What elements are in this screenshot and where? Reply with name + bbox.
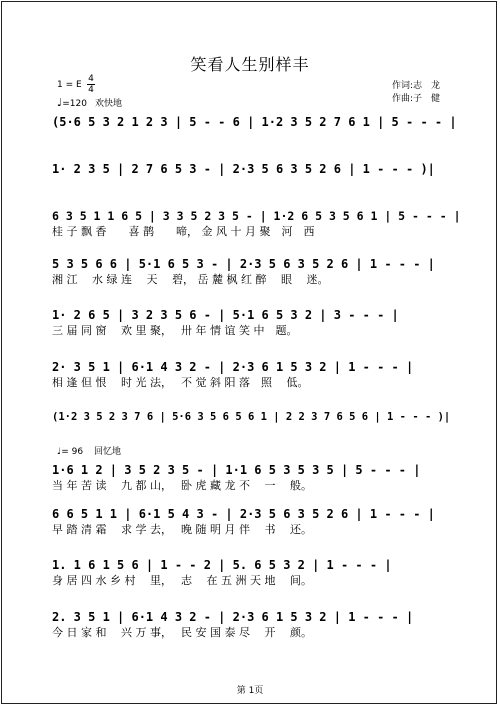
notation: 5 3 5 6 6 | 5·1 6 5 3 - | 2·3 5 6 3 5 2 6 | 1 - - - | <box>52 257 435 271</box>
mood-marking: 回忆地 <box>93 447 121 457</box>
quarter-note-icon: ♩ <box>57 96 63 109</box>
score-row-7 <box>52 407 464 427</box>
notation: 6 3 5 1 1 6 5 | 3 3 5 2 3 5 - | 1·2 6 5 3 5 6 1 | 5 - - - | <box>52 209 461 223</box>
score-row-4 <box>52 254 464 286</box>
lyrics: 早 踏 清 霜 求 学 去， 晚 随 明 月 伴 书 还。 <box>52 523 312 536</box>
score-row-8 <box>52 460 464 492</box>
notation: 1·6 1 2 | 3 5 2 3 5 - | 1·1 6 5 3 5 3 5 | 5 - - - | <box>52 463 421 477</box>
song-title: 笑看人生别样丰 <box>190 55 310 74</box>
lyrics: 今 日 家 和 兴 万 事， 民 安 国 泰 尽 开 颜。 <box>52 626 312 639</box>
time-signature <box>87 74 95 95</box>
notation: (1·2 3 5 2 3 7 6 | 5·6 3 5 6 5 6 1 | 2 2 3 7 6 5 6 | 1 - - - )| <box>52 411 451 423</box>
score-row-3 <box>52 206 464 238</box>
score-row-1 <box>52 112 464 132</box>
lyrics: 当 年 苦 读 九 都 山， 卧 虎 藏 龙 不 一 般。 <box>52 479 312 492</box>
notation: 6 6 5 1 1 | 6·1 5 4 3 - | 2·3 5 6 3 5 2 6 | 1 - - - | <box>52 507 435 521</box>
quarter-note-icon: ♩ <box>57 447 62 457</box>
lyrics: 桂 子 飘 香 喜 鹊 啼， 金 风 十 月 聚 河 西 <box>52 225 315 238</box>
notation: 1· 2 6 5 | 3 2 3 5 6 - | 5·1 6 5 3 2 | 3 - - - | <box>52 308 399 322</box>
tempo-value: =120 <box>62 99 87 109</box>
notation: 2. 3 5 1 | 6·1 4 3 2 - | 2·3 6 1 5 3 2 | 1 - - - | <box>52 610 414 624</box>
notation: 2· 3 5 1 | 6·1 4 3 2 - | 2·3 6 1 5 3 2 | 1 - - - | <box>52 360 414 374</box>
key-signature: 1 = E <box>57 80 82 90</box>
score-row-6 <box>52 357 464 389</box>
meter-bottom: 4 <box>88 85 94 95</box>
lyrics: 身 居 四 水 乡 村 里， 志 在 五 洲 天 地 间。 <box>52 574 312 587</box>
mood-marking: 欢快地 <box>94 99 122 109</box>
notation: 1. 1 6 1 5 6 | 1 - - 2 | 5. 6 5 3 2 | 1 - - - | <box>52 558 392 572</box>
score-row-9 <box>52 504 464 536</box>
composer-credit: 作曲:子 健 <box>392 94 441 104</box>
score-row-10 <box>52 555 464 587</box>
lyrics: 湘 江 水 绿 连 天 碧， 岳 麓 枫 红 醉 眼 迷。 <box>52 273 329 286</box>
lyrics: 三 届 同 窗 欢 里 聚， 卅 年 情 谊 笑 中 题。 <box>52 324 298 337</box>
notation: (5·6 5 3 2 1 2 3 | 5 - - 6 | 1·2 3 5 2 7 6 1 | 5 - - - | <box>52 115 457 129</box>
credits <box>392 80 440 106</box>
meter-top: 4 <box>88 74 94 84</box>
score-row-2 <box>52 159 464 179</box>
lyricist-credit: 作词:志 龙 <box>392 81 441 91</box>
notation: 1· 2 3 5 | 2 7 6 5 3 - | 2·3 5 6 3 5 2 6 | 1 - - - )| <box>52 162 435 176</box>
lyrics: 相 逢 但 恨 时 光 法， 不 觉 斜 阳 落 照 低。 <box>52 376 309 389</box>
score-row-5 <box>52 305 464 337</box>
tempo-value: = 96 <box>61 447 84 457</box>
page-number: 第 1页 <box>236 686 264 696</box>
tempo-marking <box>57 96 122 109</box>
score-row-11 <box>52 607 464 639</box>
section-2-tempo <box>57 444 121 457</box>
